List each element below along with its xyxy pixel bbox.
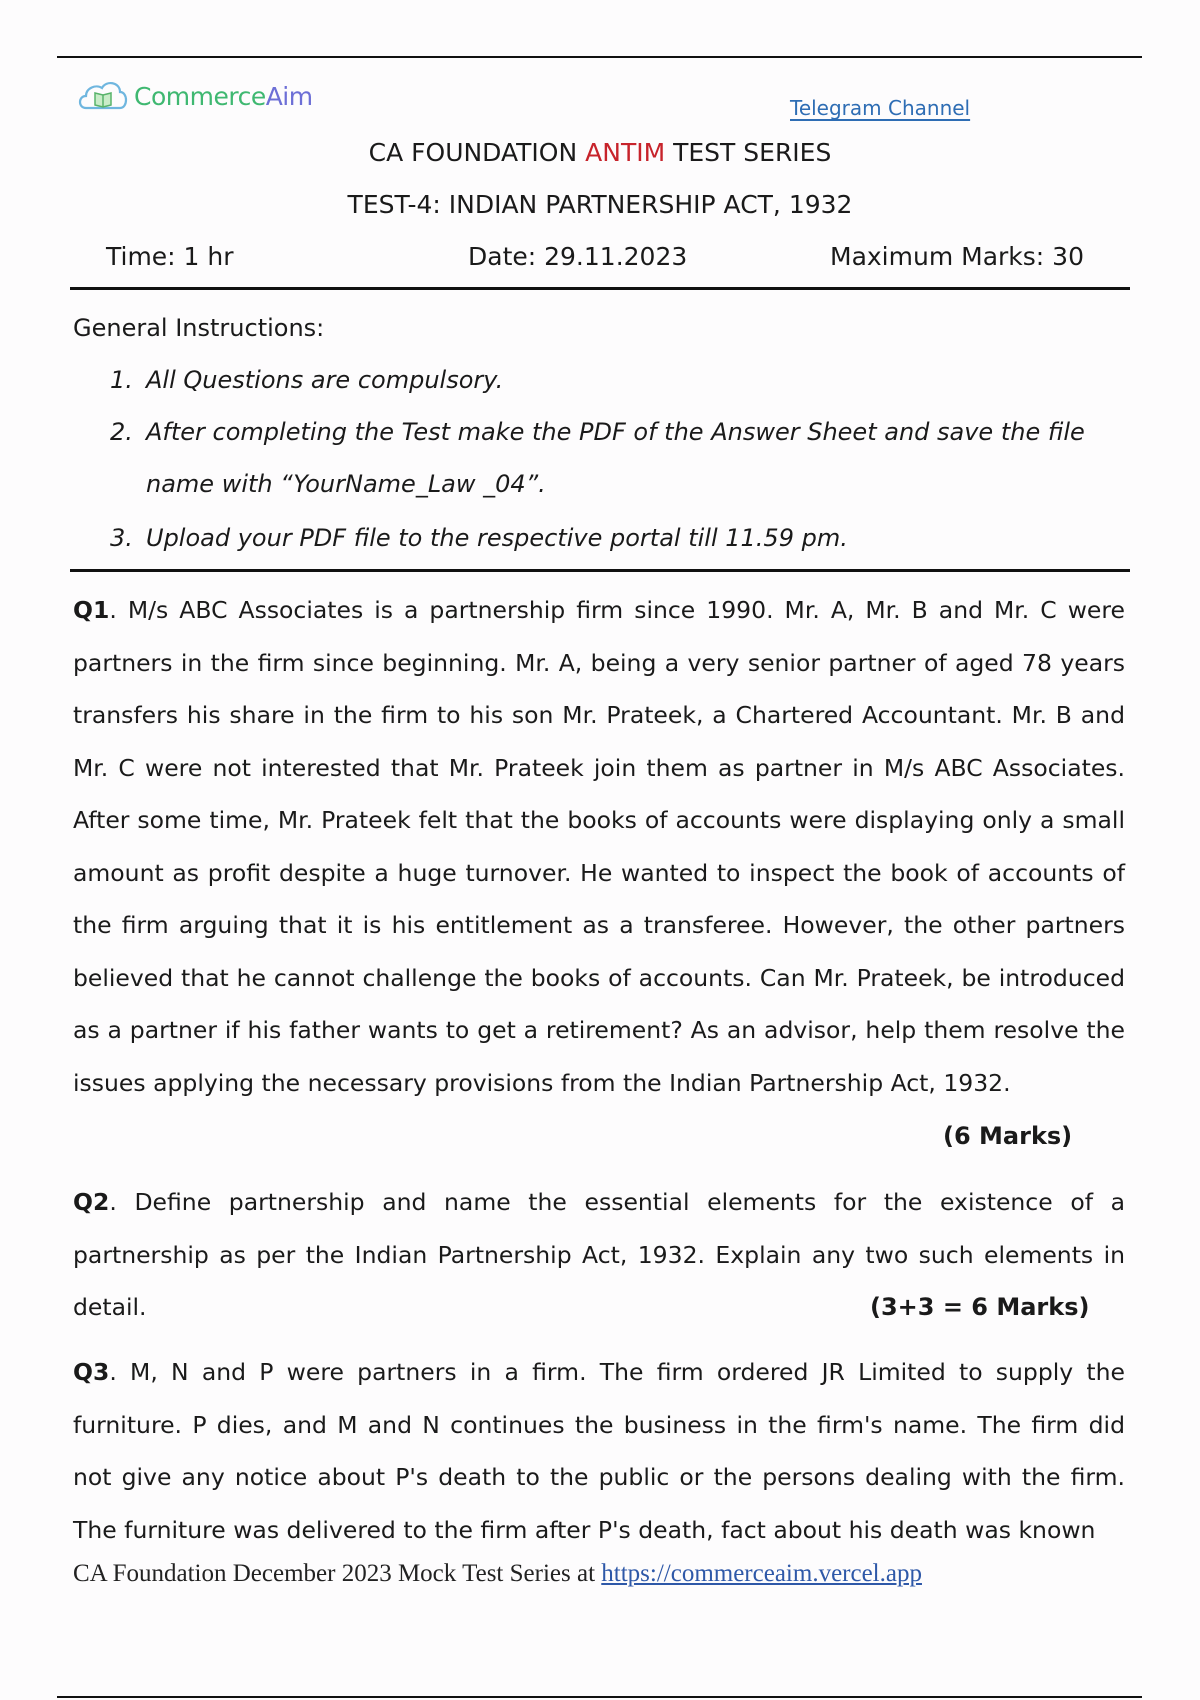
instructions-heading: General Instructions: [73,314,325,342]
antim-highlight: ANTIM [585,138,666,167]
question-3: Q3. M, N and P were partners in a firm. The firm ordered JR Limited to supply the furniture. P dies, and M and N continues the business in the firm's name. The firm did not give any notice about P's death to the public or the persons dealing with the firm. The furniture was delivered to the firm after P's death, fact about his death was known [73,1358,1125,1544]
test-title: TEST-4: INDIAN PARTNERSHIP ACT, 1932 [347,190,853,219]
instruction-item: 3. Upload your PDF file to the respective portal till 11.59 pm. [110,524,848,552]
time-label: Time: 1 hr [106,242,234,271]
bottom-rule [57,1696,1142,1698]
instruction-item: 2. After completing the Test make the PDF of the Answer Sheet and save the file [110,418,1085,446]
question-1: Q1. M/s ABC Associates is a partnership firm since 1990. Mr. A, Mr. B and Mr. C were partners in the firm since beginning. Mr. A, being a very senior partner of aged 78 years transfers his share in the firm to his son Mr. Prateek, a Chartered Accountant. Mr. B and Mr. C were not interested that Mr. Prateek join them as partner in M/s ABC Associates. After some time, Mr. Prateek felt that the books of accounts were displaying only a small amount as profit despite a huge turnover. He wanted to inspect the book of accounts of the firm arguing that it is his entitlement as a transferee. However, the other partners believed that he cannot challenge the books of accounts. Can Mr. Prateek, be introduced as a partner if his father wants to get a retirement? As an advisor, help them resolve the issues applying the necessary provisions from the Indian Partnership Act, 1932. [73,596,1125,1097]
date-label: Date: 29.11.2023 [468,242,688,271]
cloud-book-icon [76,76,130,116]
max-marks-label: Maximum Marks: 30 [830,242,1084,271]
header-divider [70,287,1130,290]
telegram-channel-link[interactable]: Telegram Channel [790,96,971,120]
instructions-divider [70,569,1130,572]
instruction-item-continuation: name with “YourName_Law _04”. [146,470,546,498]
top-rule [57,56,1142,58]
logo-text: CommerceAim [134,81,313,111]
question-2: Q2. Define partnership and name the essential elements for the existence of a partnership as per the Indian Partnership Act, 1932. Explain any two such elements in detail. [73,1188,1125,1321]
website-link[interactable]: https://commerceaim.vercel.app [601,1560,922,1587]
footer: CA Foundation December 2023 Mock Test Series at https://commerceaim.vercel.app [73,1560,922,1587]
instruction-item: 1. All Questions are compulsory. [110,366,504,394]
question-2-marks: (3+3 = 6 Marks) [870,1293,1090,1321]
series-title: CA FOUNDATION ANTIM TEST SERIES [368,138,832,167]
question-1-marks: (6 Marks) [943,1122,1073,1150]
commerceaim-logo [76,76,313,116]
